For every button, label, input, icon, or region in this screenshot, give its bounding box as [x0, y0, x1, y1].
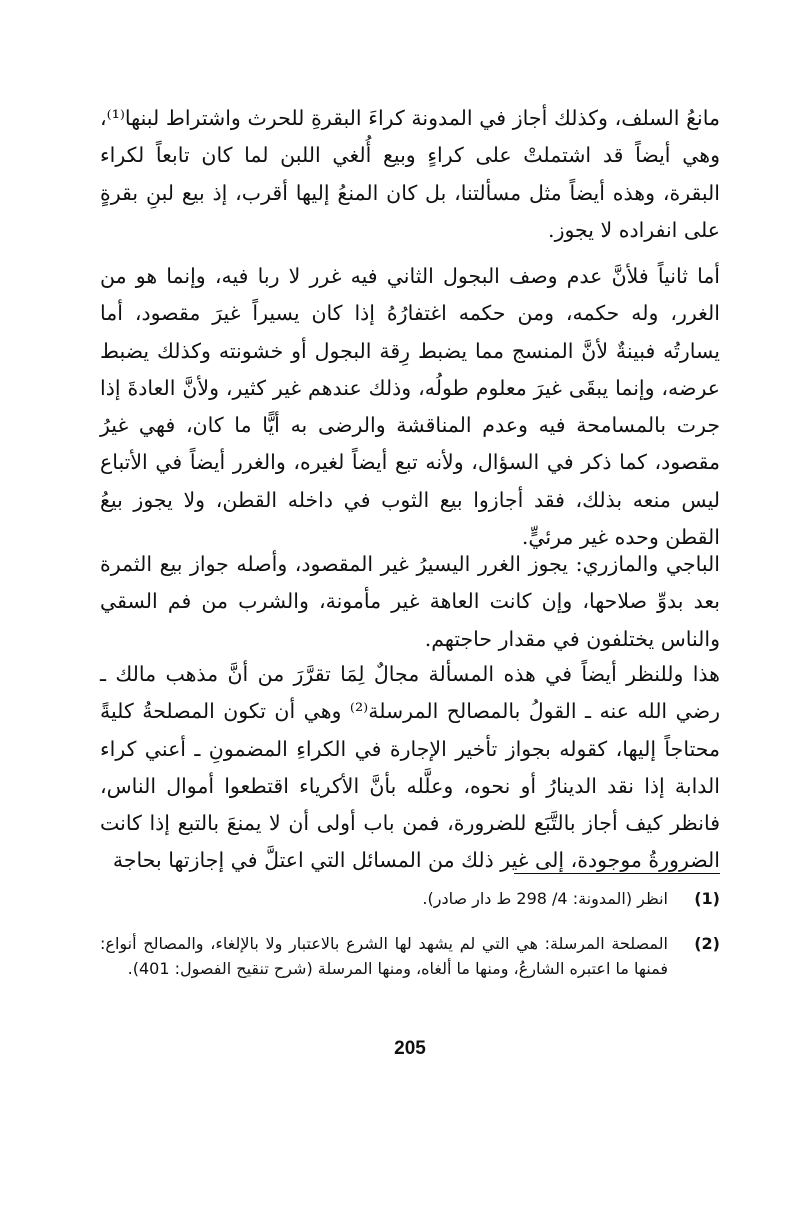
body-paragraph: مانعُ السلف، وكذلك أجاز في المدونة كراءَ البقرةِ للحرث واشتراط لبنها⁽¹⁾، وهي أيضاً قد اشتملتْ على كراءٍ وبيع أُلغي اللبن لما كان تابعاً لكراء البقرة، وهذه أيضاً مثل مسألتنا، بل كان المنعُ إليها أقرب، إذ بيع لبنِ بقرةٍ على انفراده لا يجوز.	[100, 106, 720, 242]
page-number: 205	[394, 1038, 426, 1059]
footnote	[100, 932, 720, 981]
footnote-number: (1)	[694, 889, 720, 908]
body-paragraph: الباجي والمازري: يجوز الغرر اليسيرُ غير المقصود، وأصله جواز بيع الثمرة بعد بدوِّ صلاحها، وإن كانت العاهة غير مأمونة، والشرب من فم السقي والناس يختلفون في مقدار حاجتهم.	[100, 552, 720, 651]
body-paragraph: أما ثانياً فلأنَّ عدم وصف البجول الثاني فيه غرر لا ربا فيه، وإنما هو من الغرر، وله حكمه، ومن حكمه اغتفارُهُ إذا كان يسيراً غيرَ مقصود، أما يسارتُه فبينةٌ لأنَّ المنسج مما يضبط رِقة البجول أو خشونته وكذلك يضبط عرضه، وإنما يبقَى غيرَ معلوم طولُه، وذلك عندهم غير كثير، ولأنَّ العادةَ إذا جرت بالمسامحة فيه وعدم المناقشة والرضى به أيًّا ما كان، فهي غيرُ مقصود، كما ذكر في السؤال، ولأنه تبع أيضاً لغيره، والغرر أيضاً في الأتباع ليس منعه بذلك، فقد أجازوا بيع الثوب في داخله القطن، ولا يجوز بيعُ القطن وحده غير مرئيٍّ.	[100, 264, 720, 550]
footnote-separator	[514, 873, 720, 874]
body-paragraph: هذا وللنظر أيضاً في هذه المسألة مجالٌ لِمَا تقرَّرَ من أنَّ مذهب مالك ـ رضي الله عنه ـ القولُ بالمصالح المرسلة⁽²⁾ وهي أن تكون المصلحةُ كليةً محتاجاً إليها، كقوله بجواز تأخير الإجارة في الكراءِ المضمونِ ـ أعني كراء الدابة إذا نقد الدينارُ أو نحوه، وعلَّله بأنَّ الأكرياء اقتطعوا أموال الناس، فانظر كيف أجاز بالتَّبَع للضرورة، فمن باب أولى أن لا يمنعَ بالتبع إذا كانت الضرورةُ موجودة، إلى غير ذلك من المسائل التي اعتلَّ في إجازتها بحاجة	[100, 662, 720, 873]
footnote	[100, 887, 720, 912]
footnote-text: انظر (المدونة: 4/ 298 ط دار صادر).	[422, 889, 668, 908]
footnote-text: المصلحة المرسلة: هي التي لم يشهد لها الشرع بالاعتبار ولا بالإلغاء، والمصالح أنواع: فمنها ما اعتبره الشارعُ، ومنها ما ألغاه، ومنها المرسلة (شرح تنقيح الفصول: 401).	[100, 934, 668, 978]
footnote-number: (2)	[694, 934, 720, 953]
